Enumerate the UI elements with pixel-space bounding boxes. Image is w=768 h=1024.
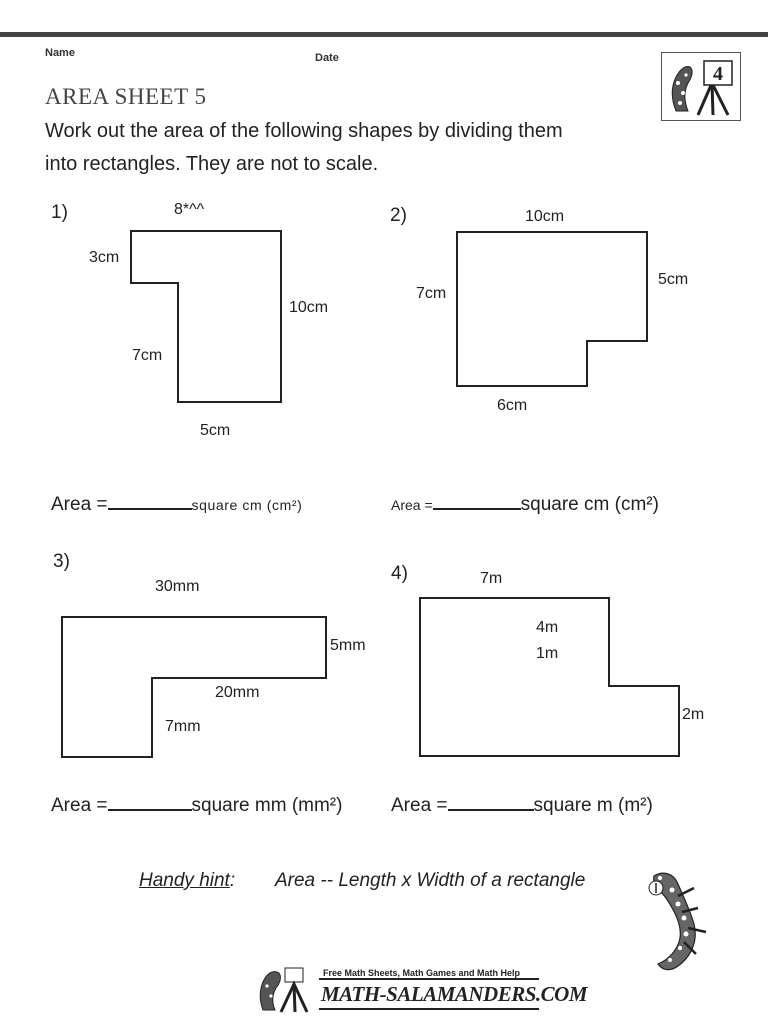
- problem-1-right-label: 10cm: [289, 299, 329, 316]
- problem-1-bottom-label: 5cm: [200, 422, 231, 439]
- problem-2-left-label: 7cm: [416, 285, 447, 302]
- handy-hint: [139, 870, 585, 892]
- date-label: Date: [315, 52, 339, 64]
- problem-3-area-prefix: Area =: [51, 795, 108, 816]
- problem-2-number: 2): [390, 205, 407, 226]
- problem-4-area-prefix: Area =: [391, 795, 448, 816]
- problem-4-inner-bottom-label: 1m: [536, 645, 559, 662]
- problem-1-left-lower-label: 7cm: [132, 347, 163, 364]
- problem-3-area-unit: square mm (mm²): [191, 795, 343, 816]
- problem-3-right-label: 5mm: [330, 637, 366, 654]
- problem-4-top-label: 7m: [480, 570, 503, 587]
- hint-colon: :: [229, 870, 236, 891]
- page-title: AREA SHEET 5: [45, 84, 207, 109]
- shape-3-outline: [62, 617, 326, 757]
- problem-4-answer-blank[interactable]: [448, 795, 534, 811]
- problem-2-area-prefix: Area =: [391, 497, 433, 513]
- problem-2-bottom-label: 6cm: [497, 397, 528, 414]
- problem-3-middle-label: 20mm: [215, 684, 260, 701]
- problem-3-number: 3): [53, 551, 70, 572]
- problem-2-answer: [391, 494, 659, 516]
- problem-1-area-prefix: Area =: [51, 494, 108, 515]
- problem-4-inner-top-label: 4m: [536, 619, 559, 636]
- footer-tagline: Free Math Sheets, Math Games and Math Help: [323, 968, 521, 978]
- grade-badge: 4: [713, 63, 723, 85]
- problem-1-area-unit: square cm (cm²): [191, 497, 303, 513]
- instructions-line-1: Work out the area of the following shapes by dividing them: [45, 120, 563, 142]
- hint-text: Area -- Length x Width of a rectangle: [274, 870, 586, 891]
- problem-2-right-label: 5cm: [658, 271, 689, 288]
- problem-1-answer-blank[interactable]: [108, 494, 192, 510]
- problem-1-top-label: 8*^^: [174, 201, 205, 218]
- name-label: Name: [45, 47, 75, 59]
- problem-2-top-label: 10cm: [525, 208, 565, 225]
- problem-4-right-label: 2m: [682, 706, 705, 723]
- problem-4-answer: [391, 795, 653, 817]
- problem-2-area-unit: square cm (cm²): [520, 494, 659, 515]
- hint-label: Handy hint: [139, 870, 230, 891]
- problem-4-number: 4): [391, 563, 408, 584]
- problem-3-answer-blank[interactable]: [108, 795, 192, 811]
- problem-4-area-unit: square m (m²): [533, 795, 653, 816]
- footer-salamander-icon: [255, 964, 321, 1014]
- problem-2-answer-blank[interactable]: [433, 494, 521, 510]
- footer-logo: [255, 962, 587, 1014]
- instructions-line-2: into rectangles. They are not to scale.: [45, 153, 379, 175]
- footer-rule-top: [319, 978, 539, 980]
- problem-1-number: 1): [51, 202, 68, 223]
- problem-3-top-label: 30mm: [155, 578, 200, 595]
- shape-1-outline: [131, 231, 281, 402]
- salamander-icon: [634, 866, 726, 976]
- problem-1-left-upper-label: 3cm: [89, 249, 120, 266]
- shape-2-outline: [457, 232, 647, 386]
- problem-3-left-lower-label: 7mm: [165, 718, 201, 735]
- footer-rule-bottom: [319, 1008, 539, 1010]
- problem-1-answer: [51, 494, 302, 516]
- problem-3-answer: [51, 795, 342, 817]
- footer-site-name: MATH-SALAMANDERS.COM: [321, 982, 587, 1006]
